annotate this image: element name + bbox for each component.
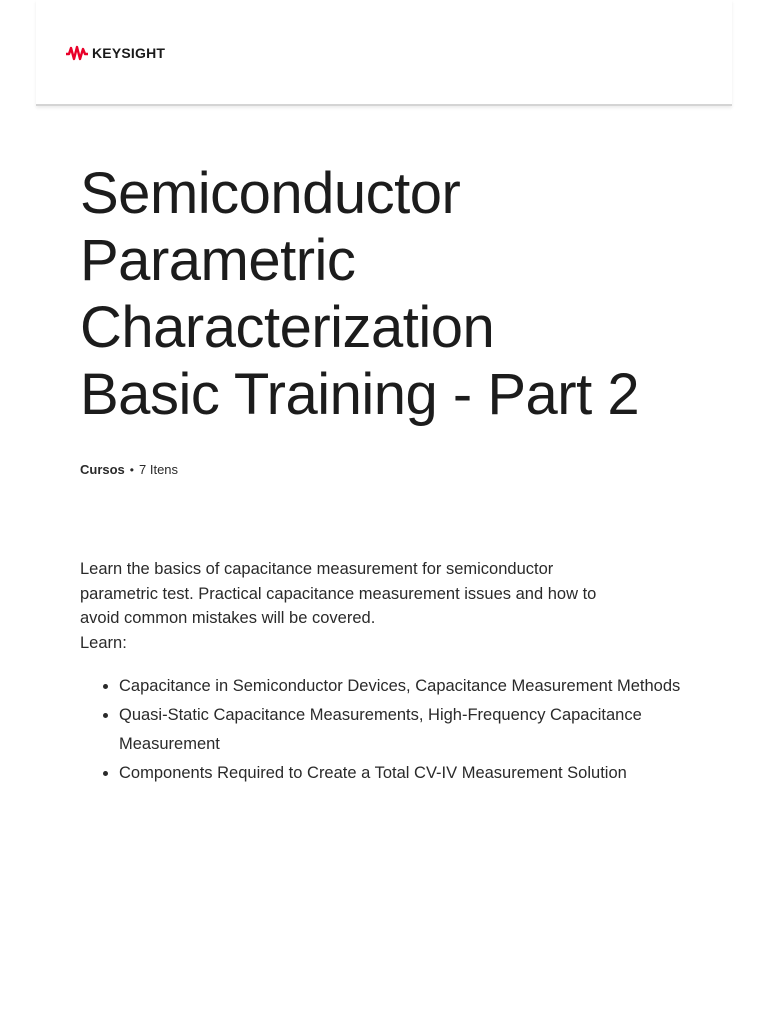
keysight-logo[interactable] bbox=[66, 45, 165, 61]
course-content bbox=[80, 160, 700, 788]
course-type: Cursos bbox=[80, 462, 125, 477]
site-header bbox=[36, 0, 732, 106]
course-meta bbox=[80, 462, 700, 477]
list-item: • Quasi-Static Capacitance Measurements, High-Frequency Capacitance Measurement bbox=[119, 701, 700, 759]
learn-label: Learn: bbox=[80, 633, 127, 652]
item-count: 7 Itens bbox=[139, 462, 179, 477]
description-line: avoid common mistakes will be covered. bbox=[80, 609, 376, 627]
list-item: • Components Required to Create a Total CV-IV Measurement Solution bbox=[119, 759, 700, 788]
course-description bbox=[80, 557, 700, 655]
course-title-line: Parametric bbox=[80, 228, 356, 293]
list-item: • Capacitance in Semiconductor Devices, Capacitance Measurement Methods bbox=[119, 672, 700, 701]
course-title-line: Characterization bbox=[80, 295, 495, 360]
learn-list bbox=[80, 672, 700, 788]
description-line: Learn the basics of capacitance measurement for semiconductor bbox=[80, 560, 554, 578]
description-line: parametric test. Practical capacitance measurement issues and how to bbox=[80, 584, 597, 603]
meta-separator: • bbox=[129, 462, 134, 477]
course-title-line: Semiconductor bbox=[80, 161, 461, 226]
course-title-line: Basic Training - Part 2 bbox=[80, 362, 640, 427]
course-title bbox=[80, 160, 700, 428]
logo-text: KEYSIGHT bbox=[92, 45, 166, 61]
keysight-wave-icon bbox=[66, 45, 88, 61]
